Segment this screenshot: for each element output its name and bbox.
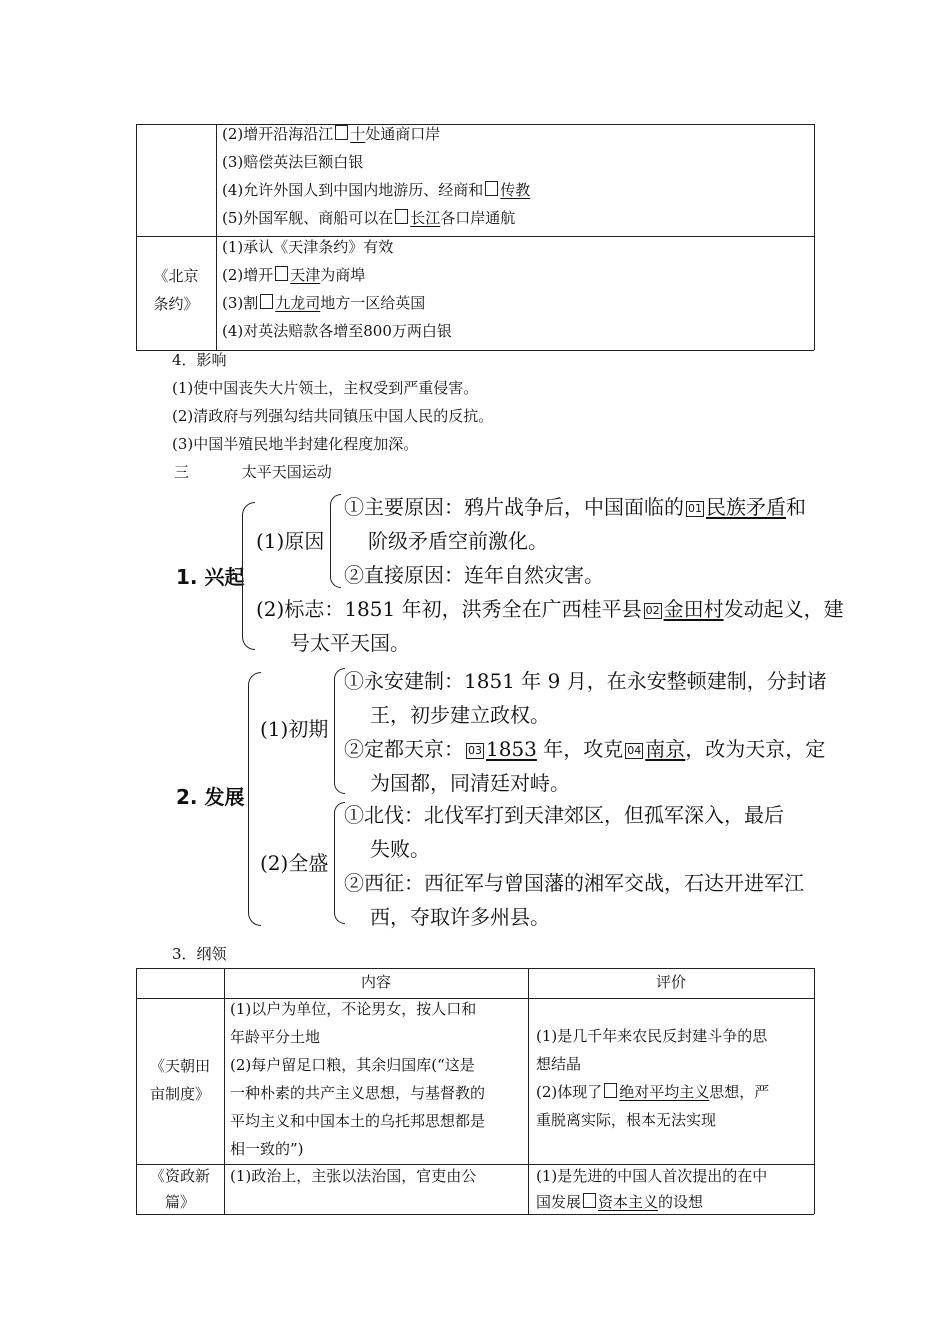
blank-box	[604, 1083, 617, 1098]
northern-expedition-cont: 失败。	[370, 837, 430, 861]
influence-section	[172, 346, 493, 458]
zizheng-content: (1)政治上，主张以法治国，官吏由公	[230, 1167, 477, 1185]
influence-item: (2)清政府与列强勾结共同镇压中国人民的反抗。	[172, 407, 494, 425]
answer-number: 01	[688, 502, 702, 515]
beijing-treaty-label: 《北京 条约》	[153, 267, 199, 313]
table-border-col1	[224, 968, 225, 1214]
table-border-col2	[528, 968, 529, 1214]
rise-label: 1. 兴起	[176, 565, 245, 589]
influence-item: (1)使中国丧失大片领土，主权受到严重侵害。	[172, 379, 479, 397]
clause-row: (2)增开沿海沿江 十处通商口岸	[222, 125, 441, 143]
influence-heading: 4．影响	[172, 351, 227, 369]
clause-row: (2)增开 天津为商埠	[222, 266, 366, 284]
column-header-content: 内容	[360, 973, 391, 991]
blank-box	[485, 181, 498, 196]
clause-row: (1)承认《天津条约》有效	[222, 238, 394, 256]
clause-row: (3)割 九龙司地方一区给英国	[222, 294, 426, 312]
blank-box	[583, 1193, 596, 1208]
section-three-heading	[174, 458, 332, 486]
blank-box	[335, 125, 348, 140]
section-number: 三	[174, 463, 190, 481]
table-border-bottom	[136, 1214, 814, 1215]
yongan-system-cont: 王，初步建立政权。	[370, 703, 550, 727]
tianchao-content: (1)以户为单位，不论男女，按人口和 年龄平分土地 (2)每户留足口粮，其余归国库(“这是 一种朴素的共产主义思想，与基督教的 平均主义和中国本土的乌托邦思想都是 相一致的”)	[230, 1000, 486, 1158]
clause-row: (4)允许外国人到中国内地游历、经商和 传教	[222, 181, 531, 199]
tianjin-treaty-clauses	[222, 120, 530, 232]
clause-row: (3)赔偿英法巨额白银	[222, 153, 364, 171]
section-title: 太平天国运动	[241, 463, 332, 481]
cause-brace	[330, 494, 341, 588]
western-expedition: ②西征：西征军与曾国藩的湘军交战，石达开进军江	[344, 871, 804, 895]
table-border-right	[814, 968, 815, 1214]
clause-row: (4)对英法赔款各增至800万两白银	[222, 322, 452, 340]
direct-cause: ②直接原因：连年自然灾害。	[344, 563, 604, 587]
yongan-system: ①永安建制：1851 年 9 月，在永安整顿建制，分封诸	[344, 669, 827, 693]
answer-number: 02	[645, 604, 660, 617]
capital-tianjing: ②定都天京： 03 1853 年，攻克 04 南京，改为天京，定	[344, 737, 826, 761]
table-border-col	[216, 124, 217, 350]
beijing-treaty-clauses	[222, 233, 452, 345]
zizheng-evaluation: (1)是先进的中国人首次提出的在中 国发展 资本主义的设想	[536, 1167, 768, 1211]
influence-item: (3)中国半殖民地半封建化程度加深。	[172, 435, 419, 453]
northern-expedition: ①北伐：北伐军打到天津郊区，但孤军深入，最后	[344, 803, 784, 827]
blank-box	[260, 294, 273, 309]
main-cause-cont: 阶级矛盾空前激化。	[368, 529, 548, 553]
program-heading: 3．纲领	[172, 945, 227, 963]
development-label: 2. 发展	[176, 785, 245, 809]
table-border-right	[814, 124, 815, 350]
uprising-sign-cont: 号太平天国。	[290, 631, 410, 655]
tianchao-label: 《天朝田 亩制度》	[149, 1057, 210, 1103]
blank-box	[275, 266, 288, 281]
blank-box	[395, 209, 408, 224]
clause-row: (5)外国军舰、商船可以在 长江各口岸通航	[222, 209, 516, 227]
main-cause: ①主要原因：鸦片战争后，中国面临的 01 民族矛盾和	[344, 495, 806, 519]
development-brace	[248, 672, 261, 926]
capital-tianjing-cont: 为国都，同清廷对峙。	[370, 771, 570, 795]
rise-brace	[242, 502, 255, 650]
cause-label: (1)原因	[256, 529, 325, 553]
column-header-evaluation: 评价	[655, 973, 686, 991]
western-expedition-cont: 西，夺取许多州县。	[370, 905, 550, 929]
peak-label: (2)全盛	[260, 851, 329, 875]
early-label: (1)初期	[260, 717, 329, 741]
answer-number: 04	[627, 744, 642, 757]
answer-number: 03	[468, 744, 482, 757]
uprising-sign: (2)标志：1851 年初，洪秀全在广西桂平县 02 金田村发动起义，建	[256, 597, 844, 621]
zizheng-label: 《资政新 篇》	[149, 1167, 210, 1211]
tianchao-evaluation: (1)是几千年来农民反封建斗争的思 想结晶 (2)体现了 绝对平均主义思想，严 重脱离实际，根本无法实现	[536, 1027, 770, 1129]
